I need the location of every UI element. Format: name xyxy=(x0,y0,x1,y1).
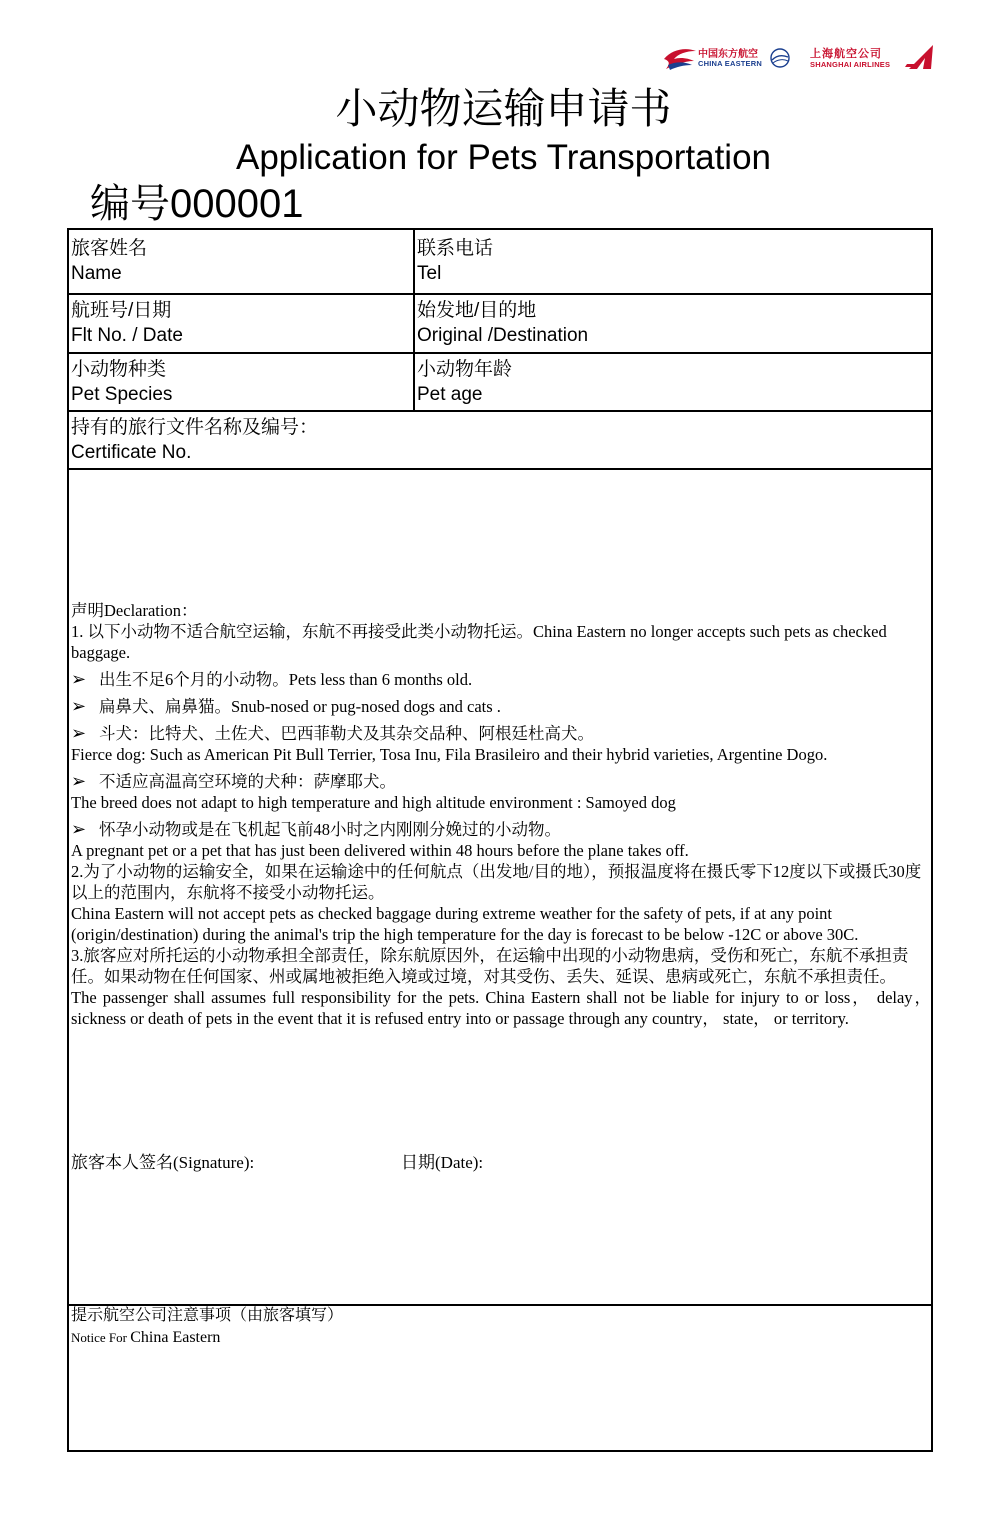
declaration-item-3-en: The passenger shall assumes full responsibility for the pets. China Eastern shall not be liable for injury to or loss， delay， sickness or death of pets in the event that it is refused entry into or passage through any country， state， or territory. xyxy=(71,988,931,1028)
declaration-bullet xyxy=(71,819,931,840)
pet-age-field[interactable] xyxy=(417,357,512,407)
notice-title-en xyxy=(71,1328,220,1348)
serial-number: 编号000001 xyxy=(90,182,304,226)
row-divider xyxy=(69,352,931,354)
name-label-en: Name xyxy=(71,263,122,284)
declaration-bullet xyxy=(71,669,931,690)
signature-field[interactable]: 旅客本人签名(Signature): xyxy=(71,1153,255,1172)
declaration-heading: 声明Declaration： xyxy=(71,601,198,620)
species-label-cn: 小动物种类 xyxy=(71,359,167,380)
notice-airline-text: China Eastern xyxy=(130,1329,221,1346)
column-divider xyxy=(413,230,415,412)
china-eastern-en-text: CHINA EASTERN xyxy=(698,59,762,68)
declaration-item-2-cn: 2.为了小动物的运输安全，如果在运输途中的任何航点（出发地/目的地），预报温度将在摄氏零下12度以下或摄氏30度以上的范围内，东航将不接受小动物托运。 xyxy=(71,862,922,902)
page-title-cn: 小动物运输申请书 xyxy=(335,85,672,132)
shanghai-crane-icon xyxy=(905,44,935,70)
tel-label-cn: 联系电话 xyxy=(417,238,494,259)
row-divider xyxy=(69,293,931,295)
notice-input-area[interactable] xyxy=(69,1354,931,1450)
cert-label-en: Certificate No. xyxy=(71,442,192,463)
airline-logos xyxy=(662,44,937,72)
declaration-section xyxy=(71,600,931,1029)
arrow-bullet-icon: ➢ xyxy=(71,696,87,717)
declaration-bullet-en: A pregnant pet or a pet that has just been delivered within 48 hours before the plane takes off. xyxy=(71,841,689,860)
china-eastern-logo xyxy=(662,44,792,72)
row-divider xyxy=(69,468,931,470)
declaration-bullet-en: The breed does not adapt to high temperature and high altitude environment : Samoyed dog xyxy=(71,793,676,812)
age-label-en: Pet age xyxy=(417,384,483,405)
tel-label-en: Tel xyxy=(417,263,442,284)
shanghai-airlines-logo xyxy=(810,44,937,72)
shanghai-cn-text: 上海航空公司 xyxy=(810,48,882,60)
notice-title-cn: 提示航空公司注意事项（由旅客填写） xyxy=(71,1307,344,1324)
species-label-en: Pet Species xyxy=(71,384,173,405)
flight-label-cn: 航班号/日期 xyxy=(71,300,172,321)
declaration-item-3-cn: 3.旅客应对所托运的小动物承担全部责任，除东航原因外，在运输中出现的小动物患病，受伤和死亡，东航不承担责任。如果动物在任何国家、州或属地被拒绝入境或过境，对其受伤、丢失、延误、患病或死亡，东航不承担责任。 xyxy=(71,946,909,986)
bullet-text: 不适应高温高空环境的犬种：萨摩耶犬。 xyxy=(99,772,396,791)
china-eastern-cn-text: 中国东方航空 xyxy=(698,49,758,60)
name-label-cn: 旅客姓名 xyxy=(71,238,148,259)
arrow-bullet-icon: ➢ xyxy=(71,819,87,840)
bullet-text: 怀孕小动物或是在飞机起飞前48小时之内刚刚分娩过的小动物。 xyxy=(99,820,561,839)
bullet-text: 扁鼻犬、扁鼻猫。Snub-nosed or pug-nosed dogs and cats . xyxy=(99,697,501,716)
certificate-field[interactable] xyxy=(71,415,318,465)
od-label-cn: 始发地/目的地 xyxy=(417,300,537,321)
arrow-bullet-icon: ➢ xyxy=(71,723,87,744)
declaration-bullet-en: Fierce dog: Such as American Pit Bull Terrier, Tosa Inu, Fila Brasileiro and their hybrid varieties, Argentine Dogo. xyxy=(71,745,828,764)
name-field[interactable] xyxy=(71,236,147,286)
od-label-en: Original /Destination xyxy=(417,325,589,346)
china-eastern-swallow-icon xyxy=(662,45,698,71)
date-field[interactable]: 日期(Date): xyxy=(401,1153,484,1172)
flight-label-en: Flt No. / Date xyxy=(71,325,183,346)
origin-destination-field[interactable] xyxy=(417,298,588,348)
declaration-bullet xyxy=(71,771,931,792)
pet-species-field[interactable] xyxy=(71,357,172,407)
application-form xyxy=(67,228,933,1452)
bullet-text: 斗犬：比特犬、土佐犬、巴西菲勒犬及其杂交品种、阿根廷杜高犬。 xyxy=(99,724,594,743)
row-divider xyxy=(69,410,931,412)
declaration-bullet xyxy=(71,723,931,744)
declaration-item-2-en: China Eastern will not accept pets as checked baggage during extreme weather for the safety of pets, if at any point (origin/destination) during the animal's trip the high temperature for the day is forecast to be below -12C or above 30C. xyxy=(71,904,859,944)
declaration-item-1: 1. 以下小动物不适合航空运输，东航不再接受此类小动物托运。China Eastern no longer accepts such pets as checked baggage. xyxy=(71,622,887,662)
arrow-bullet-icon: ➢ xyxy=(71,771,87,792)
flight-date-field[interactable] xyxy=(71,298,183,348)
tel-field[interactable] xyxy=(417,236,493,286)
arrow-bullet-icon: ➢ xyxy=(71,669,87,690)
declaration-bullet xyxy=(71,696,931,717)
bullet-text: 出生不足6个月的小动物。Pets less than 6 months old. xyxy=(99,670,473,689)
page-title-en: Application for Pets Transportation xyxy=(235,138,771,177)
notice-for-text: Notice For xyxy=(71,1330,131,1345)
cert-label-cn: 持有的旅行文件名称及编号： xyxy=(71,417,319,438)
skyteam-icon xyxy=(769,47,791,69)
shanghai-en-text: SHANGHAI AIRLINES xyxy=(810,60,891,69)
age-label-cn: 小动物年龄 xyxy=(417,359,513,380)
